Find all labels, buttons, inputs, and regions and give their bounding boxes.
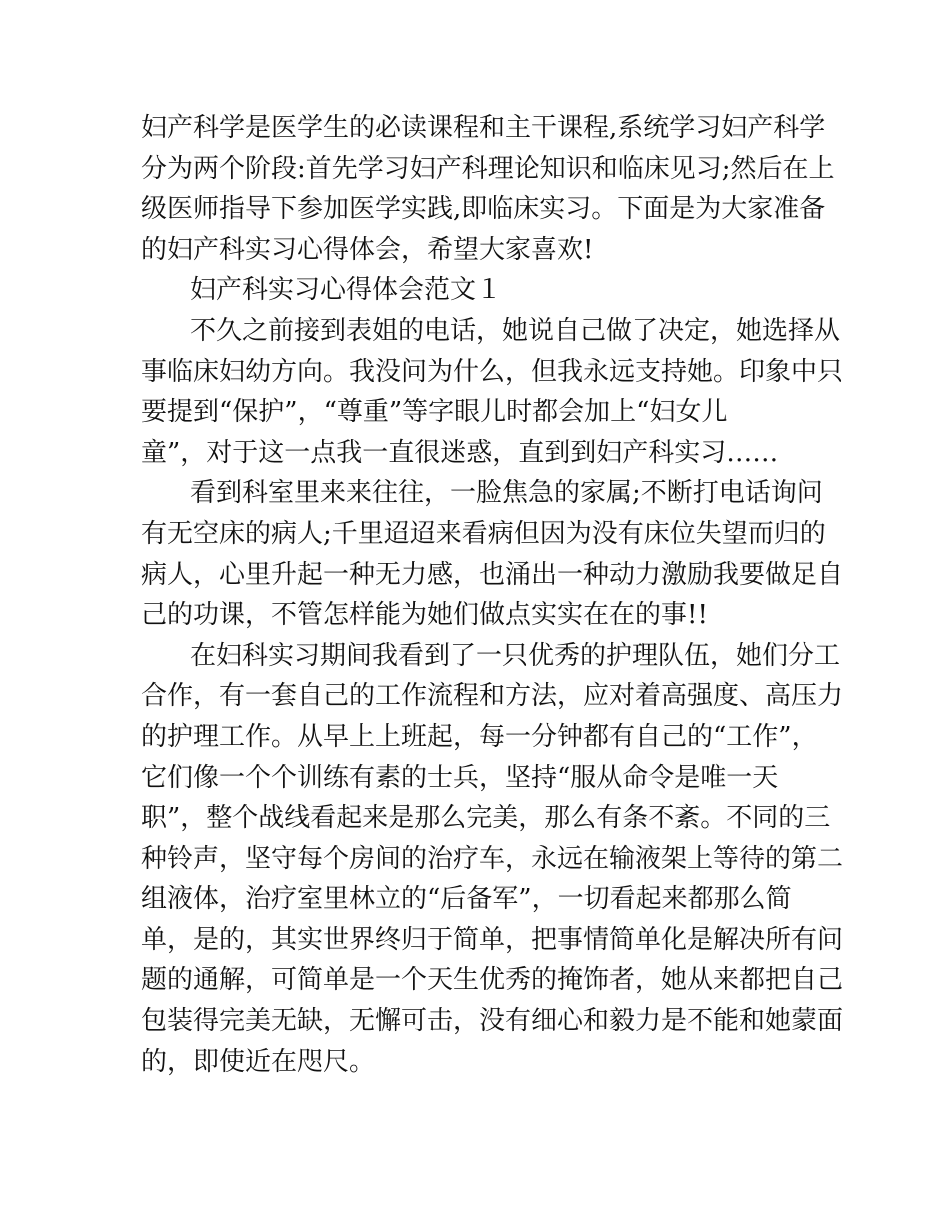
- document-body: [141, 108, 844, 1082]
- paragraph-1-line-1: 不久之前接到表姐的电话，她说自己做了决定，她选择从: [190, 315, 841, 346]
- paragraph-3-line-2: 合作，有一套自己的工作流程和方法，应对着高强度、高压力: [141, 681, 844, 712]
- paragraph-3-line-3: 的护理工作。从早上上班起，每一分钟都有自己的“工作”，: [141, 721, 818, 752]
- paragraph-2-line-2: 有无空床的病人;千里迢迢来看病但因为没有床位失望而归的: [141, 518, 826, 549]
- section-heading: 妇产科实习心得体会范文１: [190, 275, 503, 306]
- paragraph-3-line-6: 种铃声，坚守每个房间的治疗车，永远在输液架上等待的第二: [141, 843, 844, 874]
- paragraph-1-line-3: 要提到“保护”，“尊重”等字眼儿时都会加上“妇女儿: [141, 397, 728, 428]
- paragraph-3-line-4: 它们像一个个训练有素的士兵，坚持“服从命令是唯一天: [141, 762, 779, 793]
- paragraph-3-line-8: 单，是的，其实世界终归于简单，把事情简单化是解决所有问: [141, 924, 844, 955]
- paragraph-3-line-10: 包装得完美无缺，无懈可击，没有细心和毅力是不能和她蒙面: [141, 1006, 844, 1037]
- paragraph-3-line-9: 题的通解，可简单是一个天生优秀的掩饰者，她从来都把自己: [141, 965, 844, 996]
- paragraph-1-line-2: 事临床妇幼方向。我没问为什么，但我永远支持她。印象中只: [141, 356, 844, 387]
- paragraph-2-line-1: 看到科室里来来往往，一脸焦急的家属;不断打电话询问: [190, 478, 823, 509]
- intro-line-1: 妇产科学是医学生的必读课程和主干课程,系统学习妇产科学: [141, 113, 826, 143]
- intro-line-4: 的妇产科实习心得体会，希望大家喜欢!: [141, 234, 594, 265]
- intro-line-2: 分为两个阶段:首先学习妇产科理论知识和临床见习;然后在上: [141, 153, 835, 184]
- intro-line-3: 级医师指导下参加医学实践,即临床实习。下面是为大家准备: [141, 194, 826, 225]
- paragraph-2-line-4: 己的功课，不管怎样能为她们做点实实在在的事!!: [141, 600, 708, 631]
- paragraph-2-line-3: 病人，心里升起一种无力感，也涌出一种动力激励我要做足自: [141, 559, 844, 590]
- paragraph-3-line-1: 在妇科实习期间我看到了一只优秀的护理队伍，她们分工: [190, 640, 841, 671]
- paragraph-3-line-7: 组液体，治疗室里林立的“后备军”，一切看起来都那么简: [141, 884, 792, 915]
- paragraph-1-line-4: 童”，对于这一点我一直很迷惑，直到到妇产科实习……: [141, 437, 779, 468]
- paragraph-3-line-5: 职”，整个战线看起来是那么完美，那么有条不紊。不同的三: [141, 803, 831, 834]
- paragraph-3-line-11: 的，即使近在咫尺。: [141, 1046, 376, 1077]
